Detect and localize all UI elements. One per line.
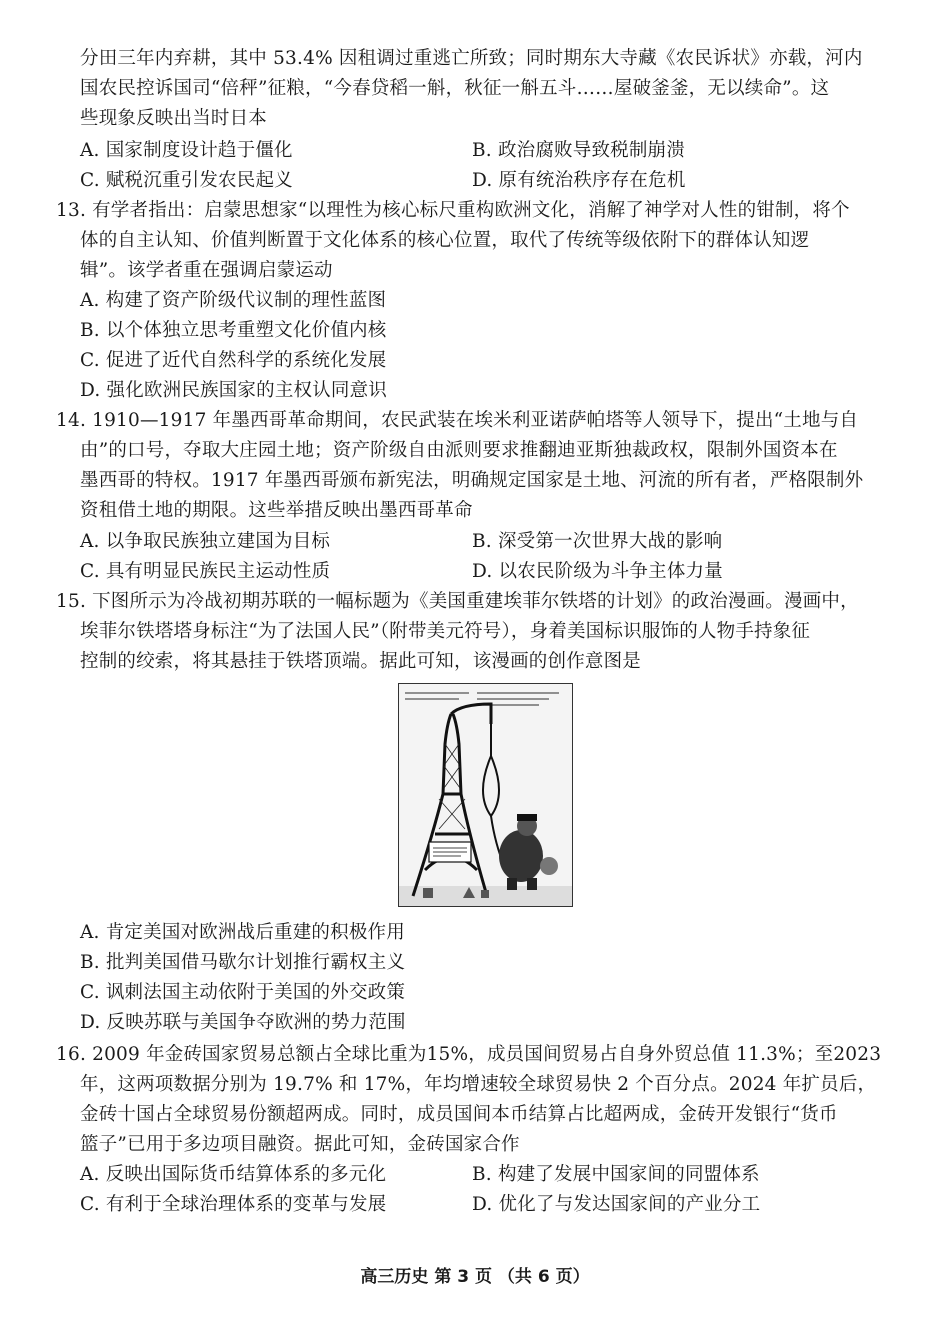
q15-text-line-2: 埃菲尔铁塔塔身标注“为了法国人民”（附带美元符号），身着美国标识服饰的人物手持象征: [80, 621, 811, 642]
q14-option-d: D. 以农民阶级为斗争主体力量: [472, 561, 723, 582]
q15-option-a: A. 肯定美国对欧洲战后重建的积极作用: [80, 922, 405, 943]
q14-text-line-3: 墨西哥的特权。1917 年墨西哥颁布新宪法，明确规定国家是土地、河流的所有者，严格限制外: [80, 470, 864, 491]
eiffel-tower-drawing: [413, 704, 491, 896]
q16-text-line-3: 金砖十国占全球贸易份额超两成。同时，成员国间本币结算占比超两成，金砖开发银行“货币: [80, 1104, 838, 1125]
eiffel-tower-cartoon: [398, 683, 573, 907]
q12-option-a: A. 国家制度设计趋于僵化: [80, 140, 293, 161]
q14-text-line-1: 14. 1910—1917 年墨西哥革命期间，农民武装在埃米利亚诺萨帕塔等人领导下，提出“土地与自: [56, 410, 859, 431]
q15-option-d: D. 反映苏联与美国争夺欧洲的势力范围: [80, 1012, 406, 1033]
q15-option-c: C. 讽刺法国主动依附于美国的外交政策: [80, 982, 406, 1003]
q13-text-line-2: 体的自主认知、价值判断置于文化体系的核心位置，取代了传统等级依附下的群体认知逻: [80, 230, 810, 251]
q12-text-line-2: 国农民控诉国司“倍秤”征粮，“今春贷稻一斛，秋征一斛五斗……屋破釜釜，无以续命”。这: [80, 78, 830, 99]
q12-option-c: C. 赋税沉重引发农民起义: [80, 170, 293, 191]
q15-option-b: B. 批判美国借马歇尔计划推行霸权主义: [80, 952, 406, 973]
q13-option-b: B. 以个体独立思考重塑文化价值内核: [80, 320, 387, 341]
q16-option-d: D. 优化了与发达国家间的产业分工: [472, 1194, 761, 1215]
q13-option-c: C. 促进了近代自然科学的系统化发展: [80, 350, 387, 371]
q13-option-d: D. 强化欧洲民族国家的主权认同意识: [80, 380, 388, 401]
q14-option-c: C. 具有明显民族民主运动性质: [80, 561, 331, 582]
q14-text-line-4: 资租借土地的期限。这些举措反映出墨西哥革命: [80, 500, 473, 521]
q12-text-line-1: 分田三年内弃耕，其中 53.4% 因租调过重逃亡所致；同时期东大寺藏《农民诉状》亦载，河内: [80, 48, 863, 69]
q16-option-a: A. 反映出国际货币结算体系的多元化: [80, 1164, 387, 1185]
q14-text-line-2: 由”的口号，夺取大庄园土地；资产阶级自由派则要求推翻迪亚斯独裁政权，限制外国资本在: [80, 440, 838, 461]
q12-option-d: D. 原有统治秩序存在危机: [472, 170, 686, 191]
q12-text-line-3: 些现象反映出当时日本: [80, 108, 268, 129]
q15-text-line-1: 15. 下图所示为冷战初期苏联的一幅标题为《美国重建埃菲尔铁塔的计划》的政治漫画。漫画中，: [56, 591, 859, 612]
page-footer: 高三历史 第 3 页 （共 6 页）: [360, 1267, 590, 1287]
q16-text-line-2: 年，这两项数据分别为 19.7% 和 17%，年均增速较全球贸易快 2 个百分点。2024 年扩员后，: [80, 1074, 877, 1095]
q16-text-line-4: 篮子”已用于多边项目融资。据此可知，金砖国家合作: [80, 1134, 520, 1155]
q16-text-line-1: 16. 2009 年金砖国家贸易总额占全球比重为15%，成员国间贸易占自身外贸总值 11.3%；至2023: [56, 1044, 882, 1065]
q15-text-line-3: 控制的绞索，将其悬挂于铁塔顶端。据此可知，该漫画的创作意图是: [80, 651, 642, 672]
cartoon-illustration: [399, 684, 572, 906]
q13-option-a: A. 构建了资产阶级代议制的理性蓝图: [80, 290, 387, 311]
q16-option-b: B. 构建了发展中国家间的同盟体系: [472, 1164, 760, 1185]
q13-text-line-1: 13. 有学者指出：启蒙思想家“以理性为核心标尺重构欧洲文化，消解了神学对人性的钳制，将个: [56, 200, 850, 221]
q12-option-b: B. 政治腐败导致税制崩溃: [472, 140, 685, 161]
q16-option-c: C. 有利于全球治理体系的变革与发展: [80, 1194, 387, 1215]
american-figure: [499, 814, 558, 890]
q14-option-b: B. 深受第一次世界大战的影响: [472, 531, 723, 552]
q14-option-a: A. 以争取民族独立建国为目标: [80, 531, 331, 552]
q13-text-line-3: 辑”。该学者重在强调启蒙运动: [80, 260, 333, 281]
